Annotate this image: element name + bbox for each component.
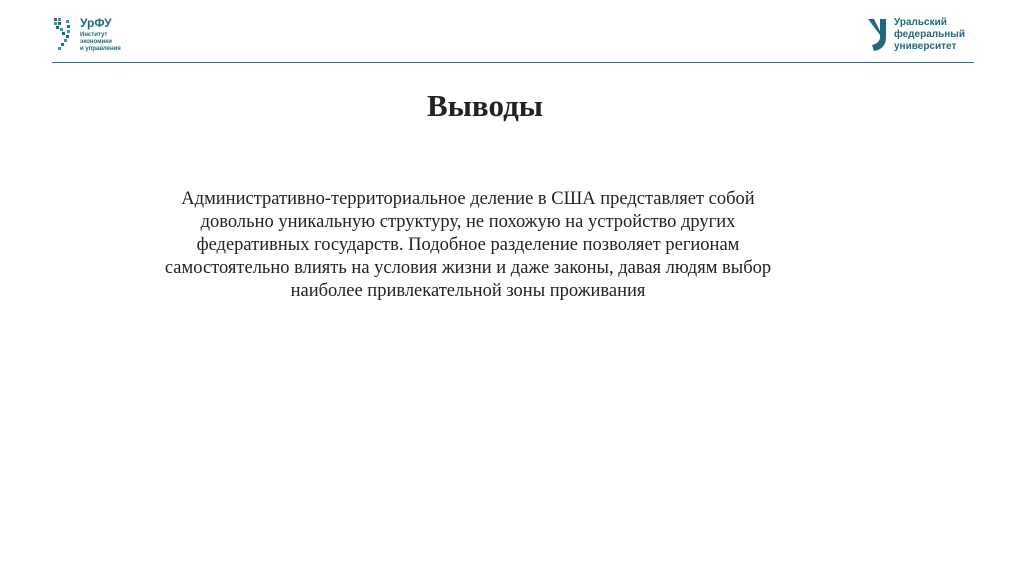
- institute-subtitle-line: и управления: [80, 46, 121, 52]
- institute-subtitle-line: Институт: [80, 32, 108, 38]
- body-line: Административно-территориальное деление в США представляет собой: [181, 189, 755, 209]
- body-line: самостоятельно влиять на условия жизни и даже законы, давая людям выбор: [164, 258, 772, 278]
- body-line: наиболее привлекательной зоны проживания: [290, 281, 646, 301]
- university-logo: [866, 17, 965, 53]
- university-name-line: Уральский: [894, 17, 947, 28]
- university-name-line: федеральный: [894, 29, 965, 40]
- body-line: федеративных государств. Подобное разделение позволяет регионам: [196, 235, 740, 255]
- header-divider: [52, 62, 974, 63]
- body-line: довольно уникальную структуру, не похожую на устройство других: [200, 212, 736, 232]
- slide-title: Выводы: [427, 88, 543, 123]
- urfu-mark-icon: [52, 16, 76, 54]
- urfu-mark-icon: [866, 17, 890, 53]
- slide-body: [120, 188, 816, 303]
- institute-subtitle-line: экономики: [80, 39, 112, 45]
- institute-brand: УрФУ: [80, 16, 112, 30]
- institute-logo: [52, 16, 121, 54]
- university-name-line: университет: [894, 41, 957, 52]
